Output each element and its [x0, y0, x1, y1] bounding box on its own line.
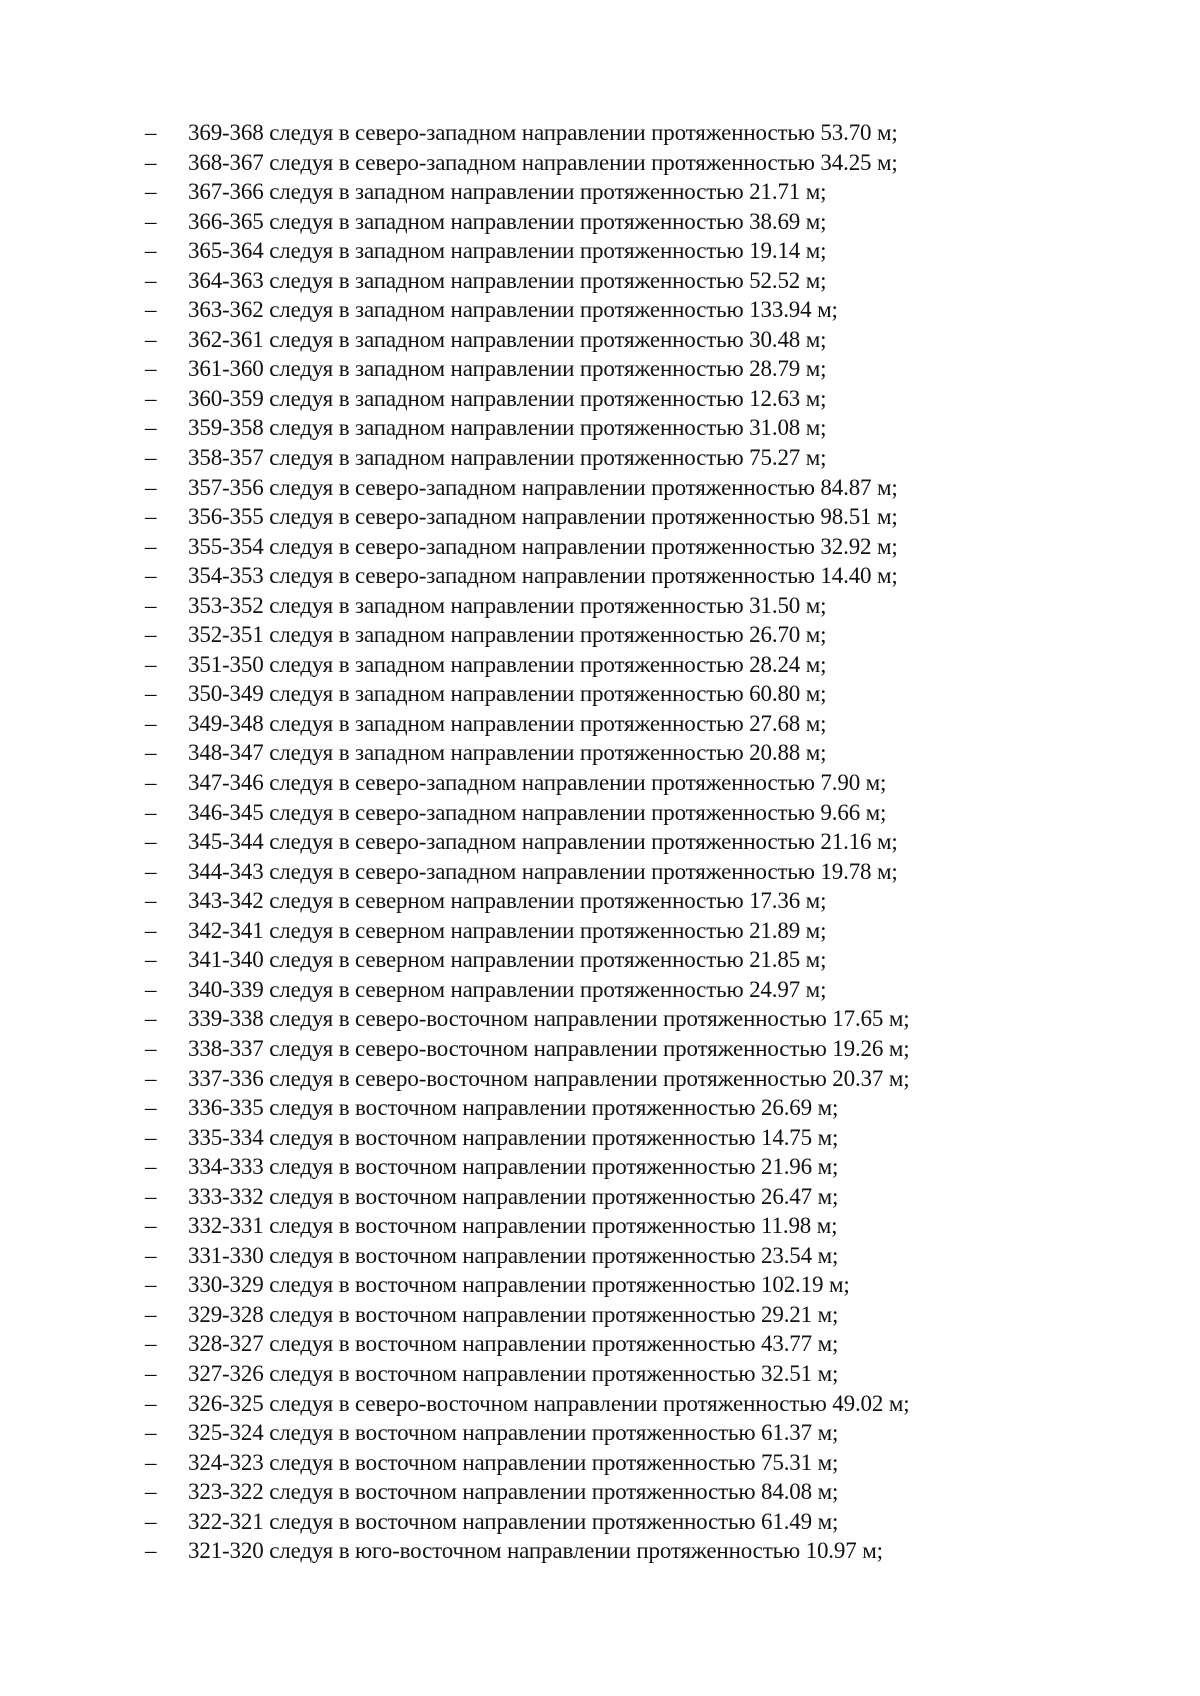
segment-description: 358-357 следуя в западном направлении протяженностью 75.27 м;: [188, 445, 827, 471]
bullet-dash: –: [145, 149, 157, 175]
list-item: [0, 650, 1200, 680]
list-item: [0, 1211, 1200, 1241]
list-item: [0, 1448, 1200, 1478]
list-item: [0, 561, 1200, 591]
bullet-dash: –: [145, 445, 157, 471]
list-item: [0, 916, 1200, 946]
segment-description: 327-326 следуя в восточном направлении протяженностью 32.51 м;: [188, 1360, 839, 1386]
segment-description: 346-345 следуя в северо-западном направлении протяженностью 9.66 м;: [188, 799, 887, 825]
bullet-dash: –: [145, 710, 157, 736]
list-item: [0, 354, 1200, 384]
segment-description: 329-328 следуя в восточном направлении протяженностью 29.21 м;: [188, 1301, 839, 1327]
bullet-dash: –: [145, 179, 157, 205]
bullet-dash: –: [145, 120, 157, 145]
list-item: [0, 975, 1200, 1005]
list-item: [0, 1536, 1200, 1566]
bullet-dash: –: [145, 208, 157, 234]
segment-description: 332-331 следуя в восточном направлении протяженностью 11.98 м;: [188, 1213, 838, 1239]
list-item: [0, 325, 1200, 355]
segment-description: 326-325 следуя в северо-восточном направлении протяженностью 49.02 м;: [188, 1390, 910, 1416]
list-item: [0, 1241, 1200, 1271]
segment-description: 362-361 следуя в западном направлении протяженностью 30.48 м;: [188, 326, 827, 352]
segment-description: 365-364 следуя в западном направлении протяженностью 19.14 м;: [188, 238, 827, 264]
segment-description: 322-321 следуя в восточном направлении протяженностью 61.49 м;: [188, 1508, 839, 1534]
segment-description: 364-363 следуя в западном направлении протяженностью 52.52 м;: [188, 267, 827, 293]
bullet-dash: –: [145, 1331, 157, 1357]
bullet-dash: –: [145, 1508, 157, 1534]
bullet-dash: –: [145, 1154, 157, 1180]
segment-description: 328-327 следуя в восточном направлении протяженностью 43.77 м;: [188, 1331, 839, 1357]
list-item: [0, 266, 1200, 296]
segment-description: 334-333 следуя в восточном направлении протяженностью 21.96 м;: [188, 1154, 839, 1180]
bullet-dash: –: [145, 267, 157, 293]
list-item: [0, 886, 1200, 916]
bullet-dash: –: [145, 1065, 157, 1091]
list-item: [0, 738, 1200, 768]
bullet-dash: –: [145, 1449, 157, 1475]
list-item: [0, 443, 1200, 473]
list-item: [0, 1093, 1200, 1123]
list-item: [0, 207, 1200, 237]
bullet-dash: –: [145, 1183, 157, 1209]
bullet-dash: –: [145, 385, 157, 411]
segment-description: 340-339 следуя в северном направлении протяженностью 24.97 м;: [188, 976, 827, 1002]
bullet-dash: –: [145, 1124, 157, 1150]
bullet-dash: –: [145, 415, 157, 441]
bullet-dash: –: [145, 1242, 157, 1268]
segment-description: 324-323 следуя в восточном направлении протяженностью 75.31 м;: [188, 1449, 839, 1475]
segment-description: 363-362 следуя в западном направлении протяженностью 133.94 м;: [188, 297, 838, 323]
bullet-dash: –: [145, 1360, 157, 1386]
list-item: [0, 1123, 1200, 1153]
bullet-dash: –: [145, 504, 157, 530]
bullet-dash: –: [145, 799, 157, 825]
bullet-dash: –: [145, 947, 157, 973]
list-item: [0, 148, 1200, 178]
bullet-dash: –: [145, 681, 157, 707]
list-item: [0, 1329, 1200, 1359]
bullet-dash: –: [145, 1479, 157, 1505]
segment-description: 341-340 следуя в северном направлении протяженностью 21.85 м;: [188, 947, 827, 973]
list-item: [0, 1418, 1200, 1448]
boundary-segment-list: [0, 118, 1200, 1566]
segment-description: 366-365 следуя в западном направлении протяженностью 38.69 м;: [188, 208, 827, 234]
list-item: [0, 1270, 1200, 1300]
bullet-dash: –: [145, 326, 157, 352]
list-item: [0, 1034, 1200, 1064]
bullet-dash: –: [145, 1390, 157, 1416]
list-item: [0, 236, 1200, 266]
segment-description: 369-368 следуя в северо-западном направлении протяженностью 53.70 м;: [188, 120, 898, 145]
segment-description: 344-343 следуя в северо-западном направлении протяженностью 19.78 м;: [188, 858, 898, 884]
segment-description: 354-353 следуя в северо-западном направлении протяженностью 14.40 м;: [188, 563, 898, 589]
list-item: [0, 473, 1200, 503]
segment-description: 350-349 следуя в западном направлении протяженностью 60.80 м;: [188, 681, 827, 707]
bullet-dash: –: [145, 622, 157, 648]
bullet-dash: –: [145, 976, 157, 1002]
segment-description: 345-344 следуя в северо-западном направлении протяженностью 21.16 м;: [188, 829, 898, 855]
list-item: [0, 384, 1200, 414]
segment-description: 342-341 следуя в северном направлении протяженностью 21.89 м;: [188, 917, 827, 943]
segment-description: 335-334 следуя в восточном направлении протяженностью 14.75 м;: [188, 1124, 839, 1150]
segment-description: 349-348 следуя в западном направлении протяженностью 27.68 м;: [188, 710, 827, 736]
bullet-dash: –: [145, 770, 157, 796]
segment-description: 361-360 следуя в западном направлении протяженностью 28.79 м;: [188, 356, 827, 382]
list-item: [0, 857, 1200, 887]
list-item: [0, 1300, 1200, 1330]
bullet-dash: –: [145, 1035, 157, 1061]
segment-description: 347-346 следуя в северо-западном направлении протяженностью 7.90 м;: [188, 770, 887, 796]
list-item: [0, 1004, 1200, 1034]
bullet-dash: –: [145, 1095, 157, 1121]
bullet-dash: –: [145, 858, 157, 884]
segment-description: 336-335 следуя в восточном направлении протяженностью 26.69 м;: [188, 1095, 839, 1121]
segment-description: 355-354 следуя в северо-западном направлении протяженностью 32.92 м;: [188, 533, 898, 559]
list-item: [0, 413, 1200, 443]
bullet-dash: –: [145, 592, 157, 618]
segment-description: 337-336 следуя в северо-восточном направлении протяженностью 20.37 м;: [188, 1065, 910, 1091]
segment-description: 333-332 следуя в восточном направлении протяженностью 26.47 м;: [188, 1183, 839, 1209]
segment-description: 321-320 следуя в юго-восточном направлении протяженностью 10.97 м;: [188, 1538, 883, 1564]
segment-description: 339-338 следуя в северо-восточном направлении протяженностью 17.65 м;: [188, 1006, 910, 1032]
list-item: [0, 945, 1200, 975]
segment-description: 359-358 следуя в западном направлении протяженностью 31.08 м;: [188, 415, 827, 441]
bullet-dash: –: [145, 651, 157, 677]
list-item: [0, 620, 1200, 650]
bullet-dash: –: [145, 1420, 157, 1446]
bullet-dash: –: [145, 888, 157, 914]
list-item: [0, 1152, 1200, 1182]
segment-description: 325-324 следуя в восточном направлении протяженностью 61.37 м;: [188, 1420, 839, 1446]
list-item: [0, 532, 1200, 562]
bullet-dash: –: [145, 1301, 157, 1327]
segment-description: 348-347 следуя в западном направлении протяженностью 20.88 м;: [188, 740, 827, 766]
list-item: [0, 177, 1200, 207]
segment-description: 351-350 следуя в западном направлении протяженностью 28.24 м;: [188, 651, 827, 677]
list-item: [0, 827, 1200, 857]
bullet-dash: –: [145, 1538, 157, 1564]
segment-description: 353-352 следуя в западном направлении протяженностью 31.50 м;: [188, 592, 827, 618]
bullet-dash: –: [145, 563, 157, 589]
list-item: [0, 502, 1200, 532]
list-item: [0, 709, 1200, 739]
segment-description: 368-367 следуя в северо-западном направлении протяженностью 34.25 м;: [188, 149, 898, 175]
segment-description: 360-359 следуя в западном направлении протяженностью 12.63 м;: [188, 385, 827, 411]
list-item: [0, 1507, 1200, 1537]
list-item: [0, 679, 1200, 709]
segment-description: 338-337 следуя в северо-восточном направлении протяженностью 19.26 м;: [188, 1035, 910, 1061]
bullet-dash: –: [145, 474, 157, 500]
list-item: [0, 1064, 1200, 1094]
list-item: [0, 1477, 1200, 1507]
bullet-dash: –: [145, 1272, 157, 1298]
segment-description: 330-329 следуя в восточном направлении протяженностью 102.19 м;: [188, 1272, 850, 1298]
bullet-dash: –: [145, 829, 157, 855]
list-item: [0, 798, 1200, 828]
bullet-dash: –: [145, 356, 157, 382]
bullet-dash: –: [145, 533, 157, 559]
list-item: [0, 768, 1200, 798]
bullet-dash: –: [145, 238, 157, 264]
segment-description: 343-342 следуя в северном направлении протяженностью 17.36 м;: [188, 888, 827, 914]
segment-description: 357-356 следуя в северо-западном направлении протяженностью 84.87 м;: [188, 474, 898, 500]
list-item: [0, 1182, 1200, 1212]
segment-description: 367-366 следуя в западном направлении протяженностью 21.71 м;: [188, 179, 827, 205]
bullet-dash: –: [145, 740, 157, 766]
bullet-dash: –: [145, 917, 157, 943]
segment-description: 331-330 следуя в восточном направлении протяженностью 23.54 м;: [188, 1242, 839, 1268]
bullet-dash: –: [145, 297, 157, 323]
bullet-dash: –: [145, 1213, 157, 1239]
list-item: [0, 591, 1200, 621]
segment-description: 323-322 следуя в восточном направлении протяженностью 84.08 м;: [188, 1479, 839, 1505]
segment-description: 356-355 следуя в северо-западном направлении протяженностью 98.51 м;: [188, 504, 898, 530]
segment-description: 352-351 следуя в западном направлении протяженностью 26.70 м;: [188, 622, 827, 648]
bullet-dash: –: [145, 1006, 157, 1032]
list-item: [0, 295, 1200, 325]
list-item: [0, 1359, 1200, 1389]
list-item: [0, 1389, 1200, 1419]
list-item: [0, 118, 1200, 148]
